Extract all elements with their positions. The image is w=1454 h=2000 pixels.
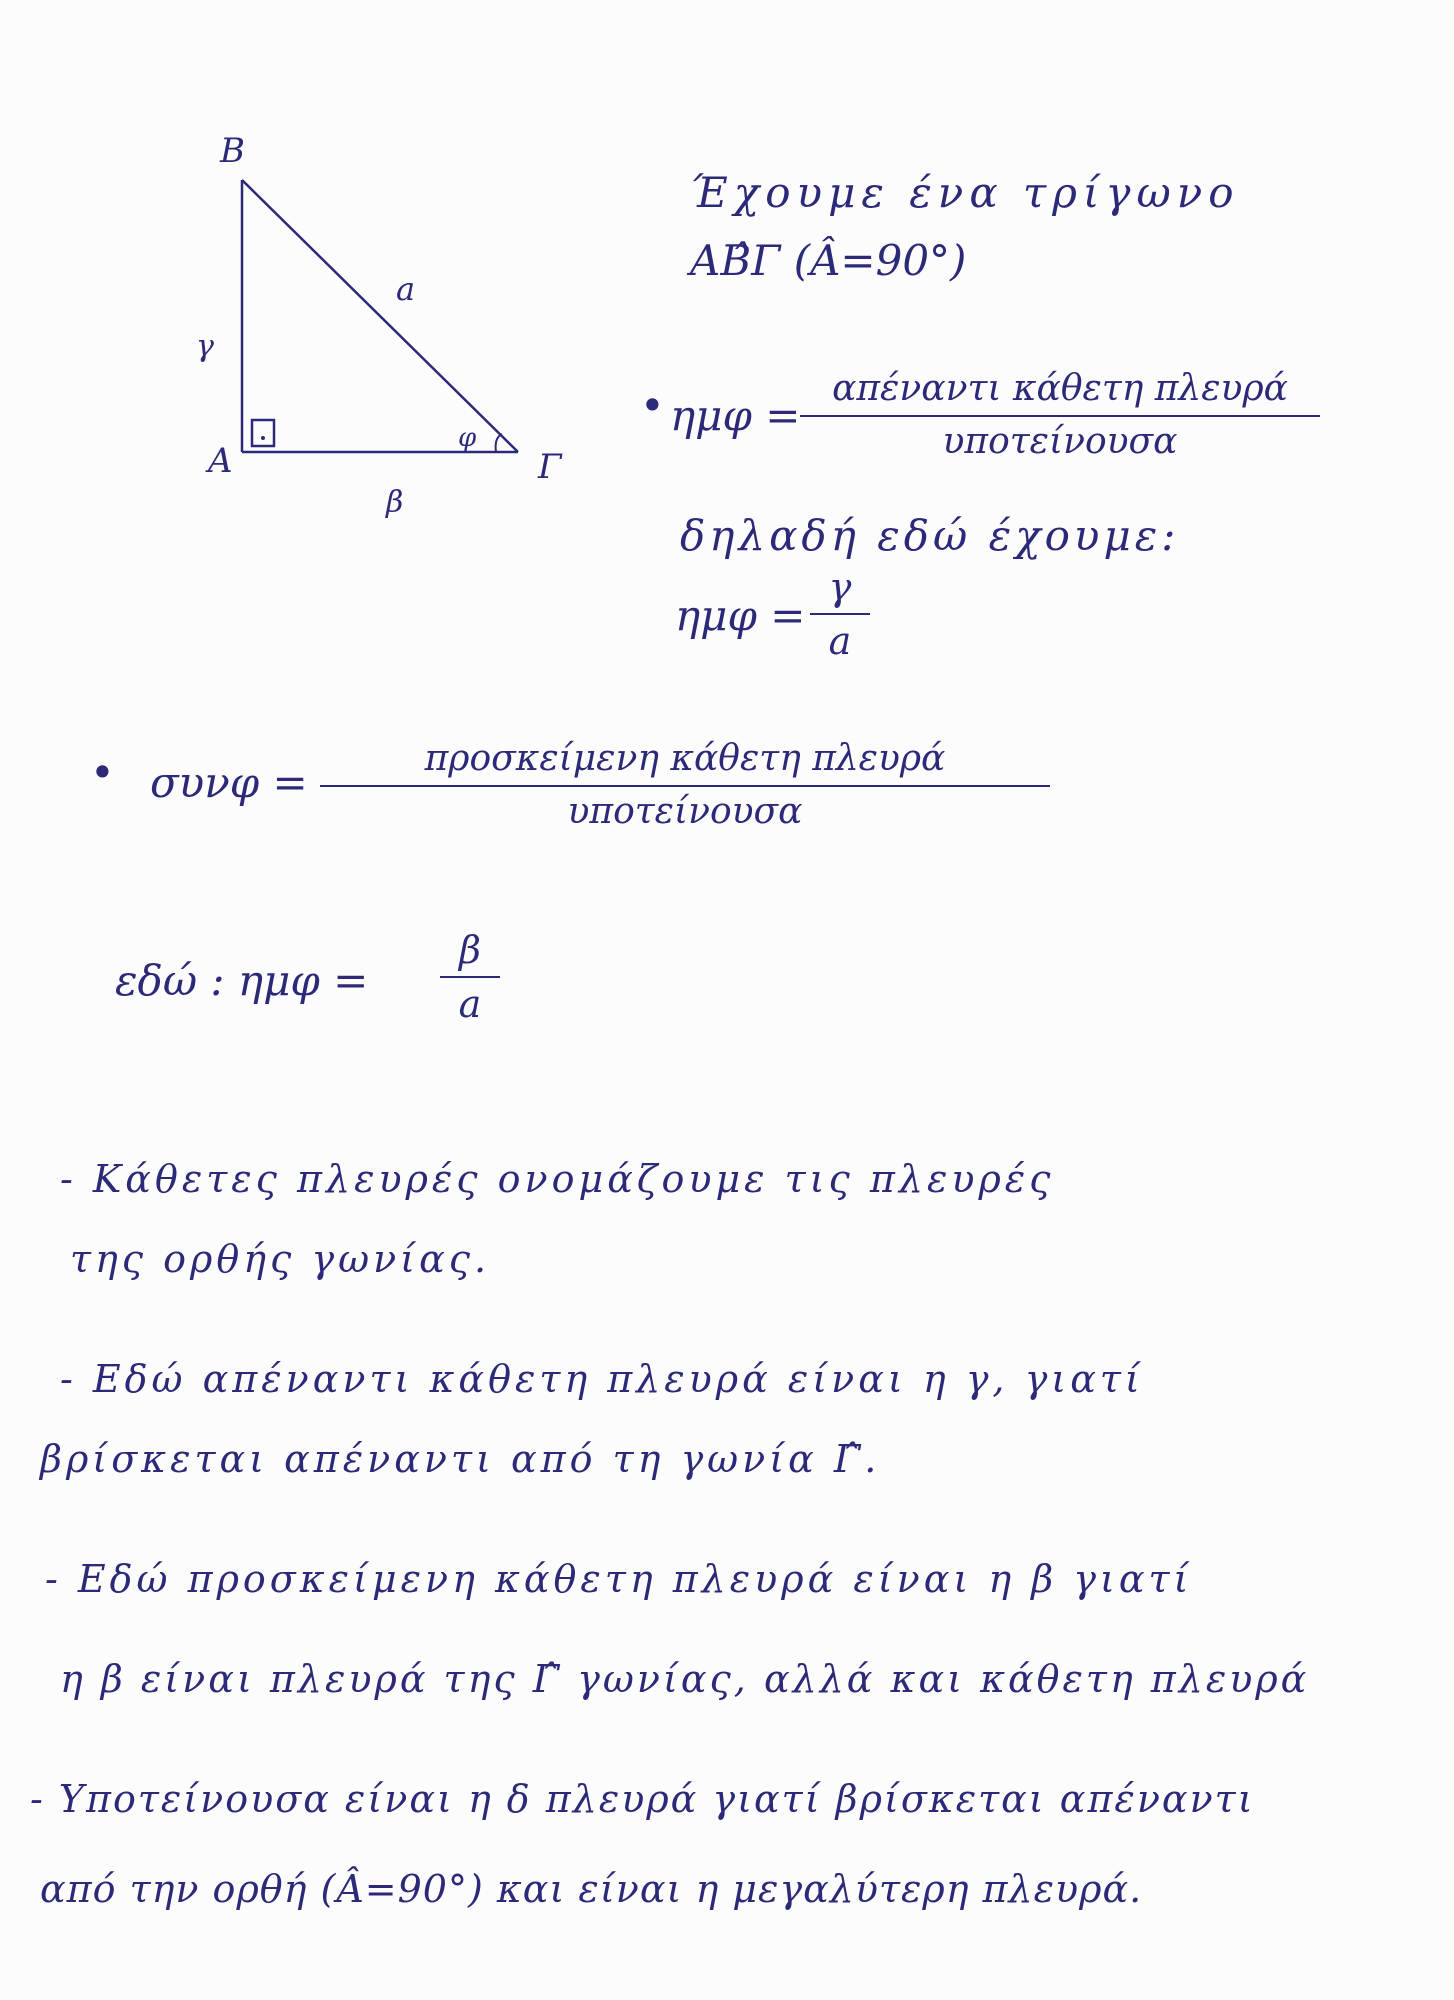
vertex-b-label: B [220,131,245,171]
sine-fraction-bar [800,415,1320,417]
side-gamma-label: γ [196,329,214,364]
cosine-lhs: συνφ = [150,758,308,807]
intro-line-2: ΑΒ̂Γ (Â=90°) [690,236,967,285]
cosine-here-denominator: a [458,982,482,1026]
right-triangle-diagram [190,120,590,540]
cosine-numerator: προσκείμενη κάθετη πλευρά [424,738,946,779]
note-3-line-2: η β είναι πλευρά της Γ̂ γωνίας, αλλά και κάθετη πλευρά [60,1657,1310,1701]
note-1-line-1: - Κάθετες πλευρές ονομάζουμε τις πλευρές [60,1157,1055,1201]
sine-fraction [800,368,1320,462]
vertex-a-label: A [208,441,233,481]
cosine-here-numerator: β [459,928,481,972]
sine-here-bar [810,613,870,615]
sine-numerator: απέναντι κάθετη πλευρά [832,368,1288,409]
sine-here-numerator: γ [828,565,852,609]
note-2-line-2: βρίσκεται απέναντι από τη γωνία Γ̂. [40,1437,881,1481]
cosine-here-fraction [440,928,500,1026]
sine-here-denominator: a [828,619,852,663]
sine-lhs: ημφ = [670,391,801,440]
right-angle-dot [261,436,265,440]
side-beta-label: β [386,485,404,520]
note-4-line-1: - Υποτείνουσα είναι η δ πλευρά γιατί βρίσκεται απέναντι [30,1777,1255,1821]
note-4-line-2: από την ορθή (Â=90°) και είναι η μεγαλύτερη πλευρά. [40,1867,1143,1911]
sine-clarify: δηλαδή εδώ έχουμε: [680,511,1180,560]
right-angle-mark [252,420,274,446]
cosine-here-lhs: εδώ : ημφ = [115,956,369,1005]
cosine-denominator: υποτείνουσα [567,791,803,832]
cosine-bullet: • [90,748,115,797]
cosine-fraction-bar [320,785,1050,787]
cosine-fraction [320,738,1050,832]
cosine-here-bar [440,976,500,978]
intro-line-1: Έχουμε ένα τρίγωνο [690,168,1240,217]
note-1-line-2: της ορθής γωνίας. [70,1237,491,1281]
sine-here-fraction [810,565,870,663]
sine-bullet: • [640,381,665,430]
angle-phi-label: φ [458,423,477,453]
note-2-line-1: - Εδώ απέναντι κάθετη πλευρά είναι η γ, γιατί [60,1357,1144,1401]
note-3-line-1: - Εδώ προσκείμενη κάθετη πλευρά είναι η β γιατί [45,1557,1193,1601]
sine-here-lhs: ημφ = [675,591,806,640]
hypotenuse-line [242,180,518,452]
side-a-label: a [396,270,416,308]
sine-denominator: υποτείνουσα [942,421,1178,462]
vertex-g-label: Γ [538,447,562,487]
